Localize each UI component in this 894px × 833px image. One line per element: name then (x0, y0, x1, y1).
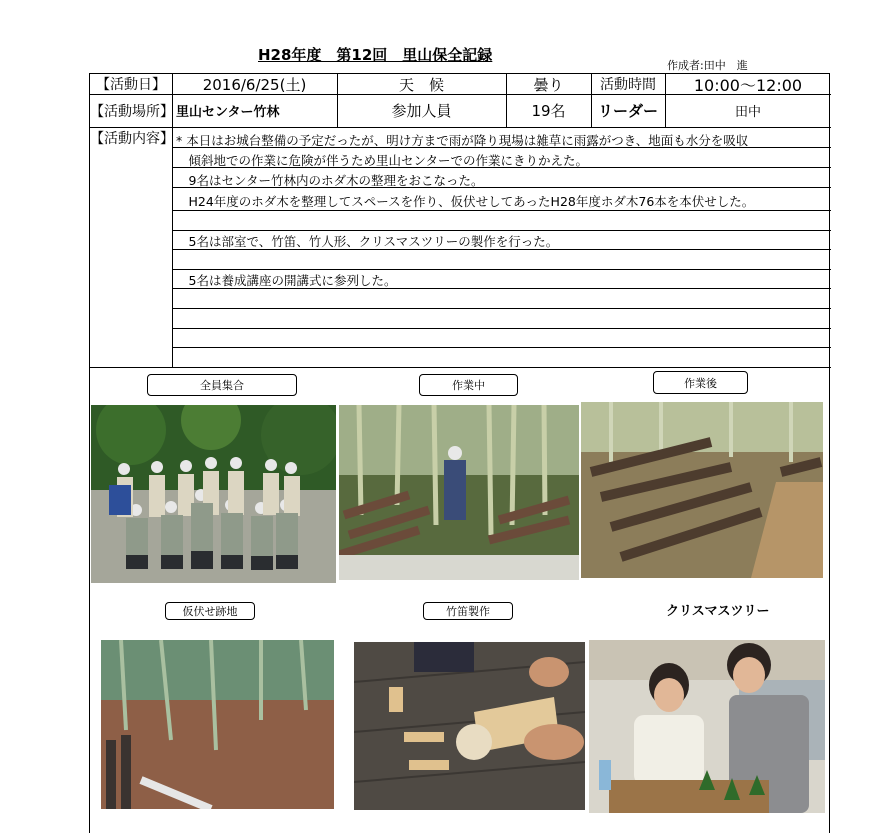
photo-christmas-tree (589, 640, 825, 813)
photo-group (91, 405, 336, 583)
date-label: 【活動日】 (96, 77, 166, 93)
time-label: 活動時間 (600, 77, 656, 93)
time-value: 10:00〜12:00 (693, 75, 803, 94)
caption-all-members: 全員集合 (147, 374, 297, 396)
author: 作成者:田中 進 (667, 59, 748, 72)
place-label: 【活動場所】 (90, 103, 174, 120)
content-label: 【活動内容】 (90, 130, 174, 147)
caption-after-work: 作業後 (653, 371, 748, 394)
weather-label: 天 候 (398, 75, 444, 94)
caption-working: 作業中 (419, 374, 518, 396)
place-value: 里山センター竹林 (176, 105, 280, 120)
content-line: 5名は養成講座の開講式に参列した。 (176, 273, 397, 288)
caption-bamboo-flute: 竹笛製作 (423, 602, 513, 620)
participants-label: 参加人員 (391, 102, 452, 120)
content-line: H24年度のホダ木を整理してスペースを作り、仮伏せしてあったH28年度ホダ木76本を本伏せした。 (176, 194, 755, 209)
leader-label: リーダー (597, 102, 658, 120)
participants-value: 19名 (531, 102, 566, 120)
content-line: 9名はセンター竹林内のホダ木の整理をおこなった。 (176, 173, 484, 188)
weather-value: 曇り (533, 75, 564, 94)
content-line: * 本日はお城台整備の予定だったが、明け方まで雨が降り現場は雑草に雨露がつき、地面も水分を吸収 (176, 133, 749, 148)
photo-working (339, 405, 579, 580)
document-title: H28年度 第12回 里山保全記録 (258, 46, 493, 64)
photo-temp-site (101, 640, 334, 809)
leader-value: 田中 (734, 105, 761, 120)
date-value: 2016/6/25(土) (202, 75, 307, 94)
caption-temp-site: 仮伏せ跡地 (165, 602, 255, 620)
caption-christmas-tree: クリスマスツリー (666, 604, 770, 619)
photo-after-work (581, 402, 823, 578)
content-line: 傾斜地での作業に危険が伴うため里山センターでの作業にきりかえた。 (176, 153, 589, 168)
photo-bamboo-flute (354, 642, 585, 810)
content-line: 5名は部室で、竹笛、竹人形、クリスマスツリーの製作を行った。 (176, 234, 559, 249)
